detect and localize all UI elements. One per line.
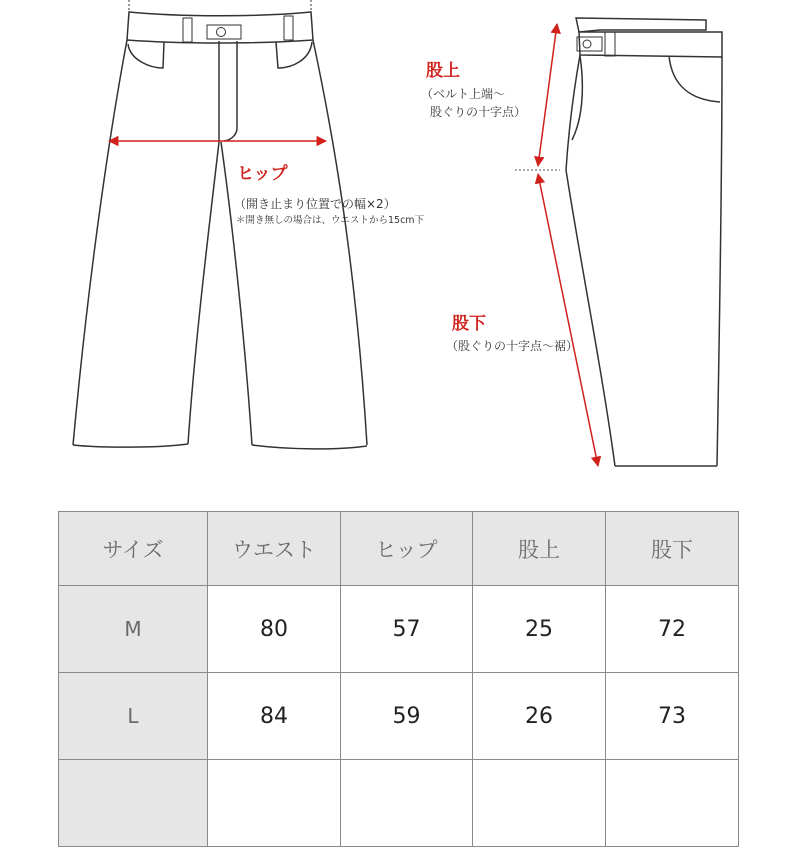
hip-note: （開き止まり位置での幅×2） — [234, 197, 396, 211]
side-view-pants — [566, 18, 722, 466]
hip-subnote: ＊開き無しの場合は、ウエストから15cm下 — [236, 215, 425, 226]
size-cell: M — [59, 586, 208, 673]
header-waist: ウエスト — [208, 512, 341, 586]
size-cell: L — [59, 673, 208, 760]
inseam-cell: 73 — [606, 673, 739, 760]
hip-cell: 57 — [341, 586, 473, 673]
waist-cell: 84 — [208, 673, 341, 760]
rise-cell: 26 — [473, 673, 606, 760]
table-header-row — [59, 512, 739, 586]
rise-title: 股上 — [426, 61, 460, 81]
waist-cell: 80 — [208, 586, 341, 673]
inseam-title: 股下 — [452, 314, 486, 334]
header-size: サイズ — [59, 512, 208, 586]
size-table — [58, 511, 739, 847]
inseam-measure-arrow — [538, 174, 598, 466]
hip-cell: 59 — [341, 673, 473, 760]
inseam-note: （股ぐりの十字点～裾） — [446, 339, 579, 353]
hip-title: ヒップ — [237, 164, 288, 184]
header-inseam: 股下 — [606, 512, 739, 586]
table-row-partial — [59, 760, 739, 847]
rise-note-line2: 股ぐりの十字点） — [430, 105, 527, 119]
table-row — [59, 673, 739, 760]
header-rise: 股上 — [473, 512, 606, 586]
rise-note-line1: （ベルト上端～ — [421, 87, 506, 101]
rise-cell: 25 — [473, 586, 606, 673]
table-row — [59, 586, 739, 673]
header-hip: ヒップ — [341, 512, 473, 586]
inseam-cell: 72 — [606, 586, 739, 673]
rise-measure-arrow — [538, 24, 557, 166]
